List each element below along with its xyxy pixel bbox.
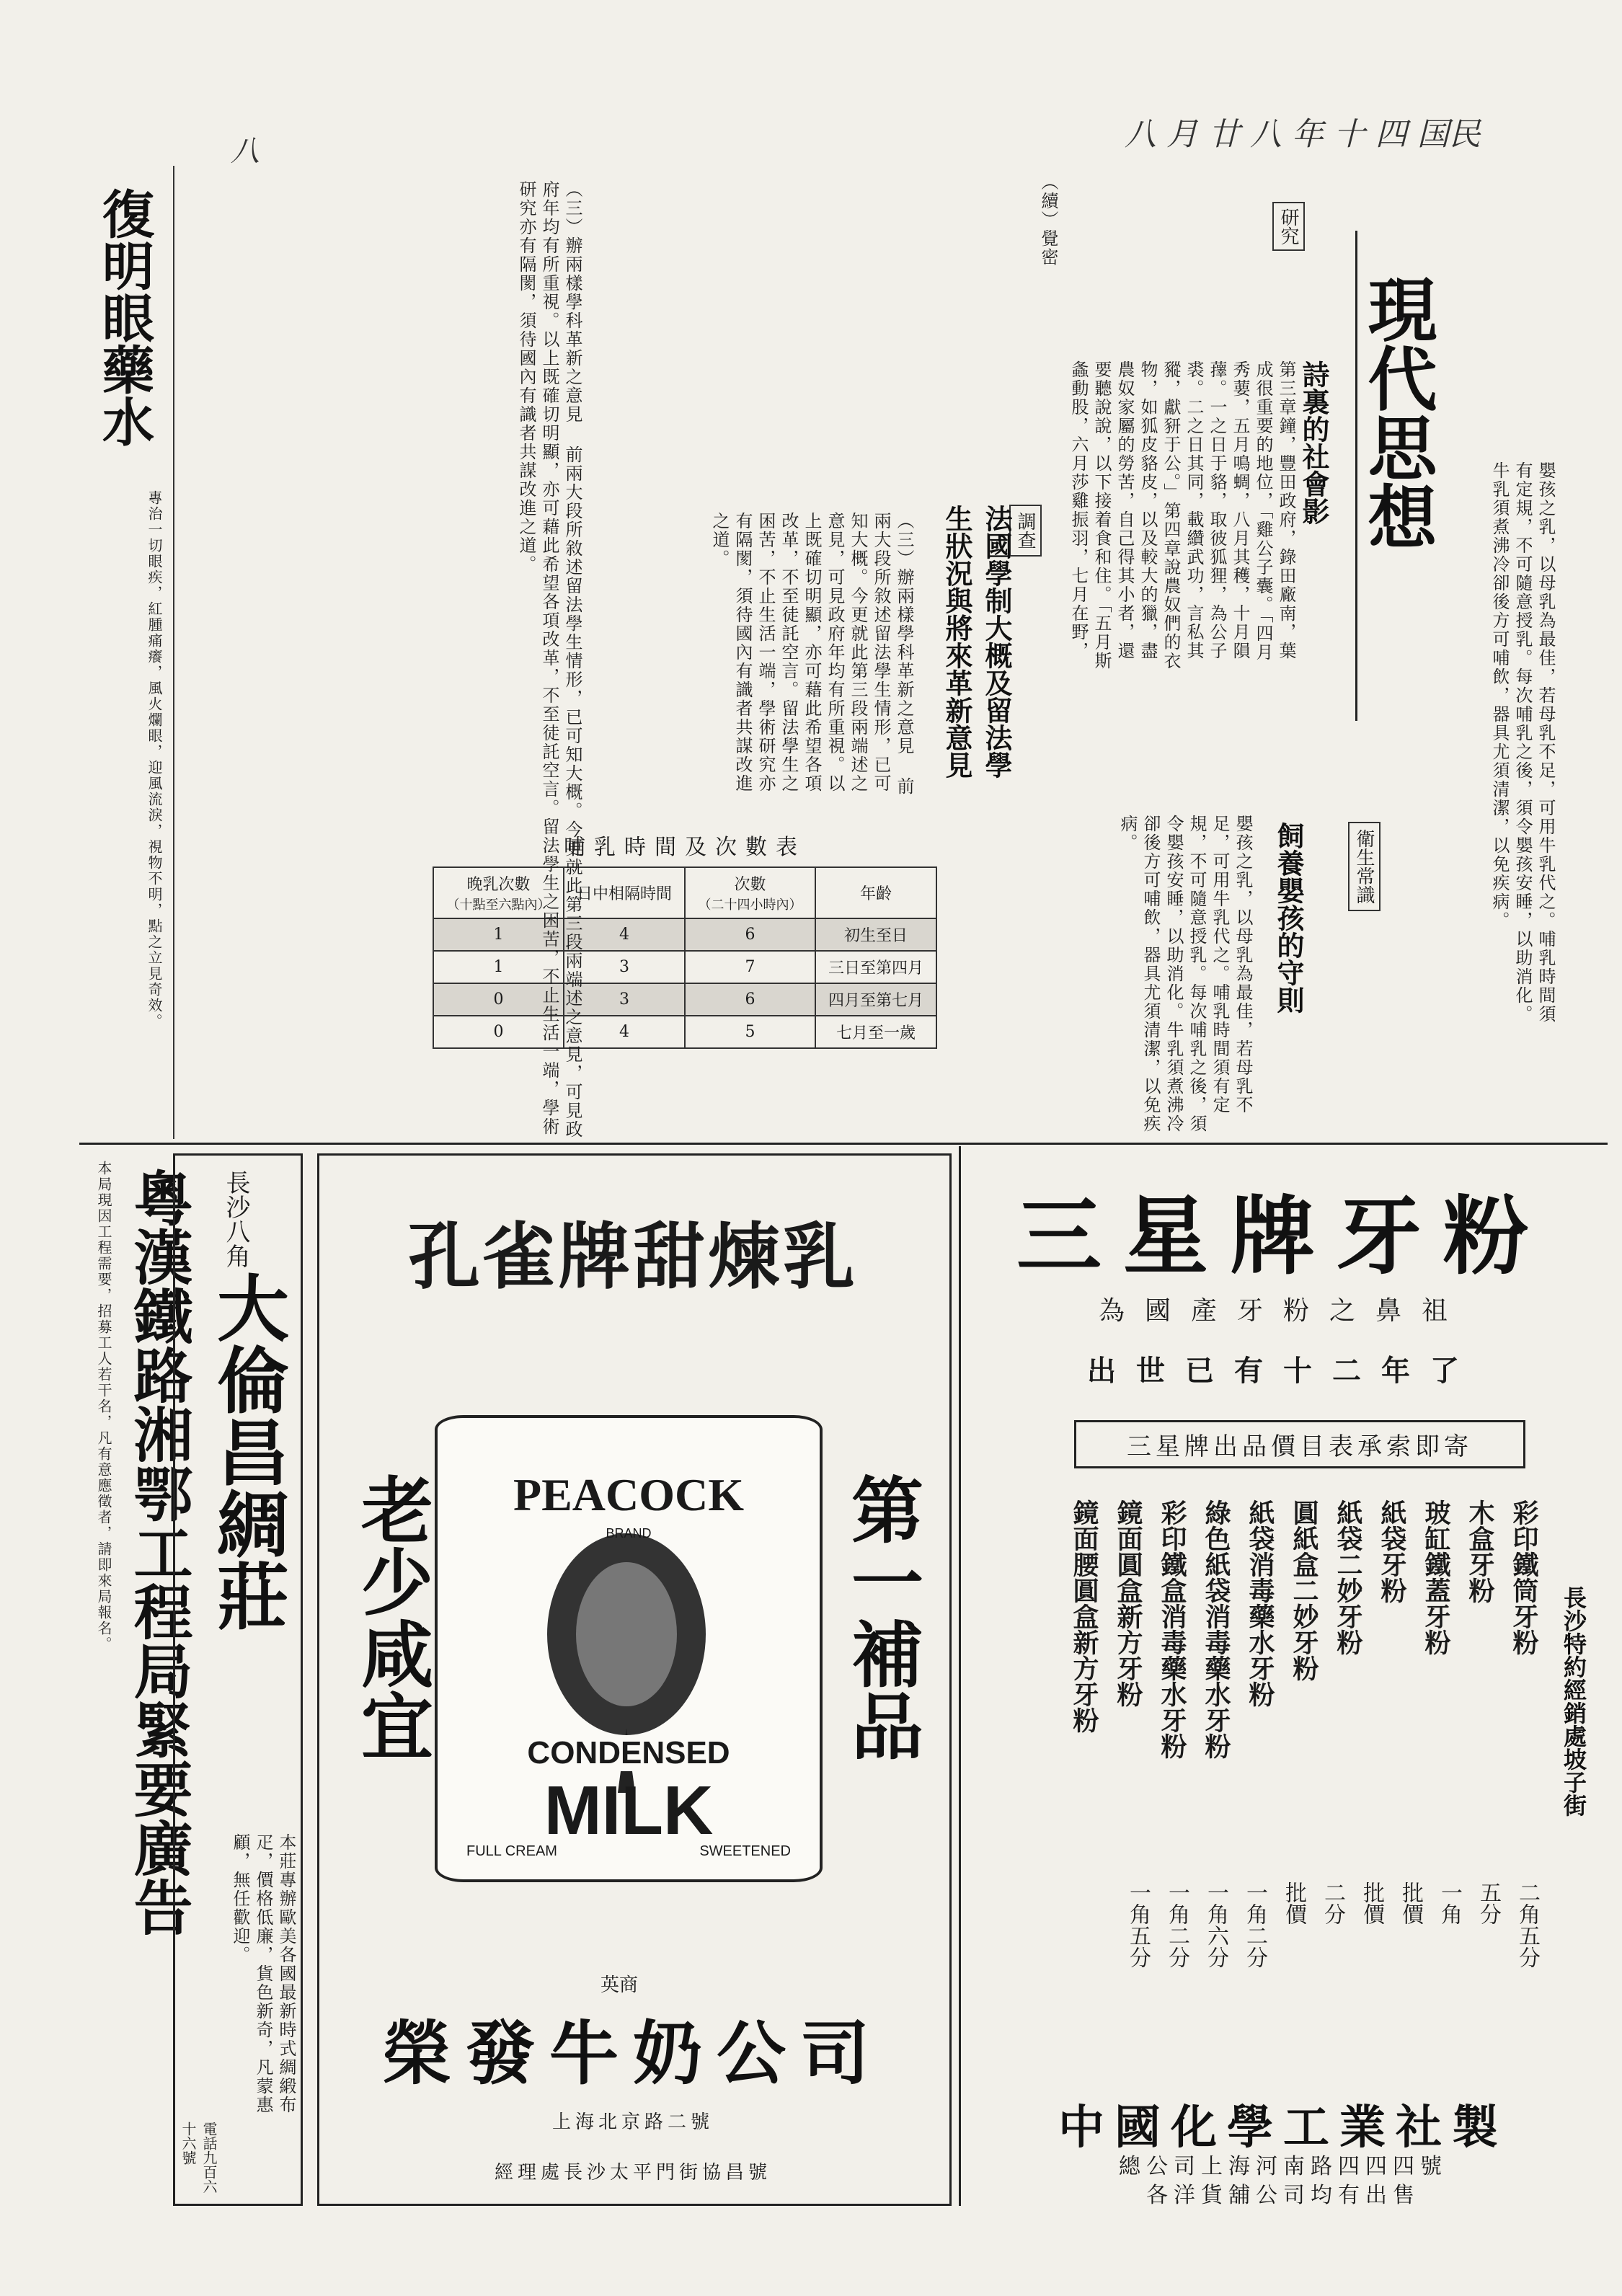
product-price: 二角五分 xyxy=(1515,1881,1540,1968)
research-label: 研究 xyxy=(1272,202,1305,251)
can-product: MILK xyxy=(544,1772,714,1849)
col-age: 年齡 xyxy=(815,867,936,918)
tooth-hq: 總公司上海河南路四四四號 xyxy=(1119,2154,1448,2179)
ad-eyedrops xyxy=(79,166,174,1139)
ad-toothpowder xyxy=(966,1153,1600,2206)
milk-company-small: 英商 xyxy=(601,1974,639,1996)
product-price: 批價 xyxy=(1281,1881,1306,1925)
tooth-price-list xyxy=(995,1881,1543,2083)
product-item: 紙袋消毒藥水牙粉 xyxy=(1245,1499,1275,1707)
vertical-rule xyxy=(959,1146,961,2206)
ad-milk xyxy=(317,1153,952,2206)
article-survey xyxy=(598,505,1067,807)
page-mark: 八 xyxy=(231,135,260,168)
product-price: 批價 xyxy=(1359,1881,1384,1925)
article-poetry-title: 詩裏的社會影 xyxy=(1298,360,1330,525)
tooth-side-note: 長沙特約經銷處坡子街 xyxy=(1560,1586,1587,1817)
milk-agent: 經理處長沙太平門街協昌號 xyxy=(494,2162,771,2184)
horizontal-rule xyxy=(79,1143,1608,1145)
eyedrops-body: 專治一切眼疾，紅腫痛癢，風火爛眼，迎風流淚，視物不明，點之立見奇效。 xyxy=(146,490,163,1029)
col-interval: 日中相隔時間 xyxy=(564,867,685,918)
archive-mark: 八 月 廿 八 年 十 四 国民 xyxy=(1125,116,1481,153)
col-count: 次數 （二十四小時內） xyxy=(685,867,815,918)
table-row: 1 3 7 三日至第四月 xyxy=(433,951,936,983)
product-price: 五分 xyxy=(1476,1881,1501,1925)
product-price: 一角二分 xyxy=(1164,1881,1189,1968)
silk-title: 大倫昌綢莊 xyxy=(205,1271,290,1631)
table-row: 0 3 6 四月至第七月 xyxy=(433,983,936,1016)
milk-slogan-right: 第一補品 xyxy=(839,1473,924,1761)
product-price: 一角 xyxy=(1437,1881,1462,1925)
table-row: 0 4 5 七月至一歲 xyxy=(433,1016,936,1048)
can-foot-left: FULL CREAM xyxy=(466,1843,557,1859)
col-night: 晚乳次數 （十點至六點內） xyxy=(433,867,564,918)
article-poetry xyxy=(1067,173,1334,692)
product-price: 一角五分 xyxy=(1125,1881,1151,1968)
tooth-sold: 各洋貨舖公司均有出售 xyxy=(1146,2183,1420,2208)
tooth-catalog: 三星牌出品價目表承索即寄 xyxy=(1074,1420,1525,1468)
railway-title: 粵漢鐵路湘鄂工程局緊要廣告 xyxy=(124,1168,193,1936)
silk-price-tag: 長沙八角 xyxy=(221,1170,250,1268)
product-price: 二分 xyxy=(1320,1881,1345,1925)
survey-body: （三）辦兩樣學科革新之意見 前兩大段所敘述留法學生情形，已可知大概。今更就此第三段兩端述之意見，可見政府年均有所重視。以上既確切明顯，亦可藉此希望各項改革，不至徒託空言。留法學生之困苦，不止生活一端，學術研究亦有隔閡，須待國內有識者共謀改進之道。 xyxy=(709,512,914,796)
ad-silk xyxy=(173,1153,303,2206)
product-item: 紙袋二妙牙粉 xyxy=(1333,1499,1363,1655)
survey-title: 法國學制大概及留法學生狀況與將來革新意見 xyxy=(941,505,1013,779)
product-item: 玻缸鐵蓋牙粉 xyxy=(1421,1499,1451,1655)
article-middle-body: （三）辦兩樣學科革新之意見 前兩大段所敘述留法學生情形，已可知大概。今更就此第三段兩端述之意見，可見政府年均有所重視。以上既確切明顯，亦可藉此希望各項改革，不至徒託空言。留法學生之困苦，不止生活一端，學術研究亦有隔閡，須待國內有識者共謀改進之道。 xyxy=(516,180,582,1139)
product-item: 鏡面腰圓盒新方牙粉 xyxy=(1069,1499,1099,1733)
article-hygiene xyxy=(959,807,1406,1161)
can-type: CONDENSED xyxy=(438,1735,820,1771)
can-sub: BRAND xyxy=(606,1526,652,1541)
product-item: 彩印鐵筒牙粉 xyxy=(1509,1499,1539,1655)
product-item: 綠色紙袋消毒藥水牙粉 xyxy=(1201,1499,1231,1759)
product-item: 彩印鐵盒消毒藥水牙粉 xyxy=(1157,1499,1187,1759)
tooth-subtitle: 為國產牙粉之鼻祖 xyxy=(1098,1296,1468,1326)
product-price: 一角二分 xyxy=(1242,1881,1267,1968)
article-poetry-cont: （續）覺密 xyxy=(1038,173,1058,267)
hygiene-label: 衛生常識 xyxy=(1348,822,1381,911)
tooth-since: 出世已有十二年了 xyxy=(1087,1354,1479,1388)
silk-body: 本莊專辦歐美各國最新時式綢緞布疋，價格低廉，貨色新奇，凡蒙惠顧，無任歡迎。 xyxy=(230,1833,296,2114)
article-right-strip: 嬰孩之乳，以母乳為最佳，若母乳不足，可用牛乳代之。哺乳時間須有定規，不可隨意授乳。每次哺乳之後，須令嬰孩安睡，以助消化。牛乳須煮沸冷卻後方可哺飲，器具尤須清潔，以免疾病。 xyxy=(1489,461,1556,1024)
survey-label: 調查 xyxy=(1009,505,1042,557)
hygiene-title: 飼養嬰孩的守則 xyxy=(1272,822,1305,1014)
can-brand: PEACOCK xyxy=(513,1469,744,1520)
product-price: 批價 xyxy=(1398,1881,1423,1925)
milk-address: 上海北京路二號 xyxy=(551,2111,714,2133)
product-price: 一角六分 xyxy=(1203,1881,1228,1968)
milk-title: 孔雀牌甜煉乳 xyxy=(408,1214,858,1299)
can-foot-right: SWEETENED xyxy=(699,1843,791,1859)
article-poetry-body: 第三章鐘，豐田政府，錄田廠南，葉成很重要的地位，「雞公子囊。「四月秀葽，五月鳴蜩，八月其穫，十月隕蘀。一之日于貉，取彼狐狸，為公子裘。二之日其同，載纘武功，言私其豵，獻豜于公。」第四章說農奴們的衣物，如狐皮貉皮，以及較大的獵，盡農奴家屬的勞苦，自己得其小者，還要聽說說，以下接着食和住。「五月斯螽動股，六月莎雞振羽，七月在野， xyxy=(1068,360,1296,670)
table-row: 1 4 6 初生至日 xyxy=(433,918,936,951)
hygiene-body: 嬰孩之乳，以母乳為最佳，若母乳不足，可用牛乳代之。哺乳時間須有定規，不可隨意授乳。每次哺乳之後，須令嬰孩安睡，以助消化。牛乳須煮沸冷卻後方可哺飲，器具尤須清潔，以免疾病。 xyxy=(1117,815,1253,1133)
eyedrops-title: 復明眼藥水 xyxy=(94,187,155,447)
product-item: 圓紙盒二妙牙粉 xyxy=(1289,1499,1319,1681)
milk-company: 榮發牛奶公司 xyxy=(382,2013,884,2094)
railway-body: 本局現因工程需要，招募工人若干名，凡有意應徵者，請即來局報名。 xyxy=(95,1161,112,1652)
tooth-maker: 中國化學工業社製 xyxy=(1058,2101,1508,2155)
feeding-table-title: 哺乳時間及次數表 xyxy=(564,835,806,860)
silk-phone: 電話九百六十六號 xyxy=(180,2122,218,2194)
milk-slogan-left: 老少咸宜 xyxy=(349,1473,434,1761)
milk-can-image xyxy=(435,1415,823,1882)
tooth-title: 三星牌牙粉 xyxy=(1016,1186,1550,1286)
product-item: 鏡面圓盒新方牙粉 xyxy=(1113,1499,1143,1707)
masthead-title: 現代思想 xyxy=(1357,274,1438,551)
product-item: 木盒牙粉 xyxy=(1465,1499,1495,1603)
product-item: 紙袋牙粉 xyxy=(1377,1499,1407,1603)
